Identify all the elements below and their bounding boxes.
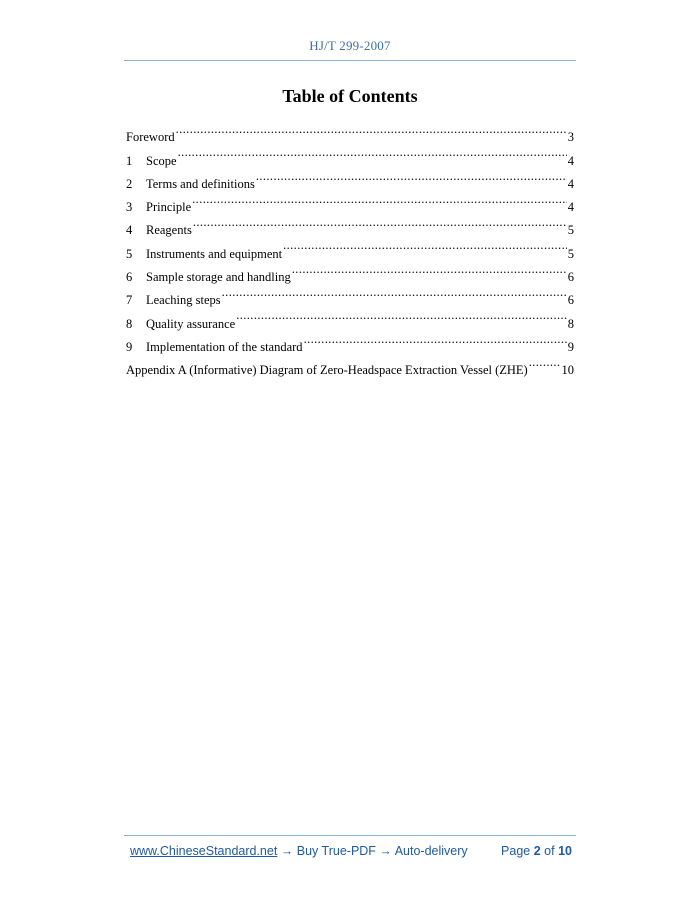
toc-page-number: 4 — [567, 176, 574, 191]
toc-section-number: 7 — [126, 293, 133, 308]
toc-dot-leader — [292, 258, 567, 281]
total-page-number: 10 — [558, 844, 572, 858]
toc-section-number: 8 — [126, 316, 133, 331]
toc-section-number: 2 — [126, 176, 133, 191]
table-of-contents — [126, 118, 574, 378]
document-code-header: HJ/T 299-2007 — [309, 38, 391, 53]
toc-section-number: 3 — [126, 200, 133, 215]
header-divider — [124, 60, 576, 61]
toc-dot-leader — [529, 351, 561, 374]
toc-section-number: 1 — [126, 153, 133, 168]
toc-entry-foreword[interactable] — [126, 118, 574, 145]
toc-page-number: 6 — [567, 293, 574, 308]
footer-tagline: → Buy True-PDF → Auto-delivery — [277, 844, 468, 858]
toc-page-number: 5 — [567, 223, 574, 238]
toc-entry-text: Scope — [146, 153, 177, 168]
toc-page-number: 10 — [561, 363, 574, 378]
toc-page-number: 6 — [567, 270, 574, 285]
toc-dot-leader — [236, 304, 567, 327]
page-of-label: of — [544, 844, 555, 858]
toc-entry-text: Sample storage and handling — [146, 270, 291, 285]
toc-dot-leader — [283, 234, 567, 257]
toc-entry-text: Foreword — [126, 130, 175, 145]
page-title: Table of Contents — [282, 86, 418, 106]
current-page-number: 2 — [533, 844, 541, 858]
toc-entry-text: Principle — [146, 200, 192, 215]
toc-dot-leader — [176, 118, 567, 141]
toc-page-number: 3 — [567, 130, 574, 145]
toc-dot-leader — [178, 141, 567, 164]
toc-dot-leader — [304, 328, 567, 351]
footer-promo — [130, 844, 468, 858]
toc-dot-leader — [193, 211, 567, 234]
page-label: Page — [501, 844, 531, 858]
toc-page-number: 8 — [567, 316, 574, 331]
footer-divider — [124, 835, 576, 836]
toc-page-number: 4 — [567, 153, 574, 168]
toc-section-number: 4 — [126, 223, 133, 238]
toc-entry-text: Appendix A (Informative) Diagram of Zero-Headspace Extraction Vessel (ZHE) — [126, 363, 528, 378]
page-footer — [130, 844, 572, 858]
toc-entry-text: Leaching steps — [146, 293, 221, 308]
toc-entry-text: Terms and definitions — [146, 176, 255, 191]
toc-page-number: 9 — [567, 339, 574, 354]
toc-entry-text: Reagents — [146, 223, 192, 238]
toc-entry-scope[interactable] — [126, 141, 574, 168]
toc-section-number: 6 — [126, 270, 133, 285]
toc-entry-text: Implementation of the standard — [146, 339, 303, 354]
toc-dot-leader — [256, 165, 567, 188]
toc-entry-instruments[interactable] — [126, 234, 574, 261]
toc-entry-text: Quality assurance — [146, 316, 236, 331]
toc-section-number: 5 — [126, 246, 133, 261]
toc-entry-principle[interactable] — [126, 188, 574, 215]
toc-entry-reagents[interactable] — [126, 211, 574, 238]
toc-page-number: 5 — [567, 246, 574, 261]
page-indicator — [501, 844, 572, 858]
toc-entry-terms[interactable] — [126, 165, 574, 191]
toc-entry-text: Instruments and equipment — [146, 246, 283, 261]
toc-section-number: 9 — [126, 339, 133, 354]
website-link[interactable]: www.ChineseStandard.net — [130, 844, 278, 858]
toc-dot-leader — [222, 281, 567, 304]
toc-page-number: 4 — [567, 200, 574, 215]
toc-dot-leader — [192, 188, 567, 211]
